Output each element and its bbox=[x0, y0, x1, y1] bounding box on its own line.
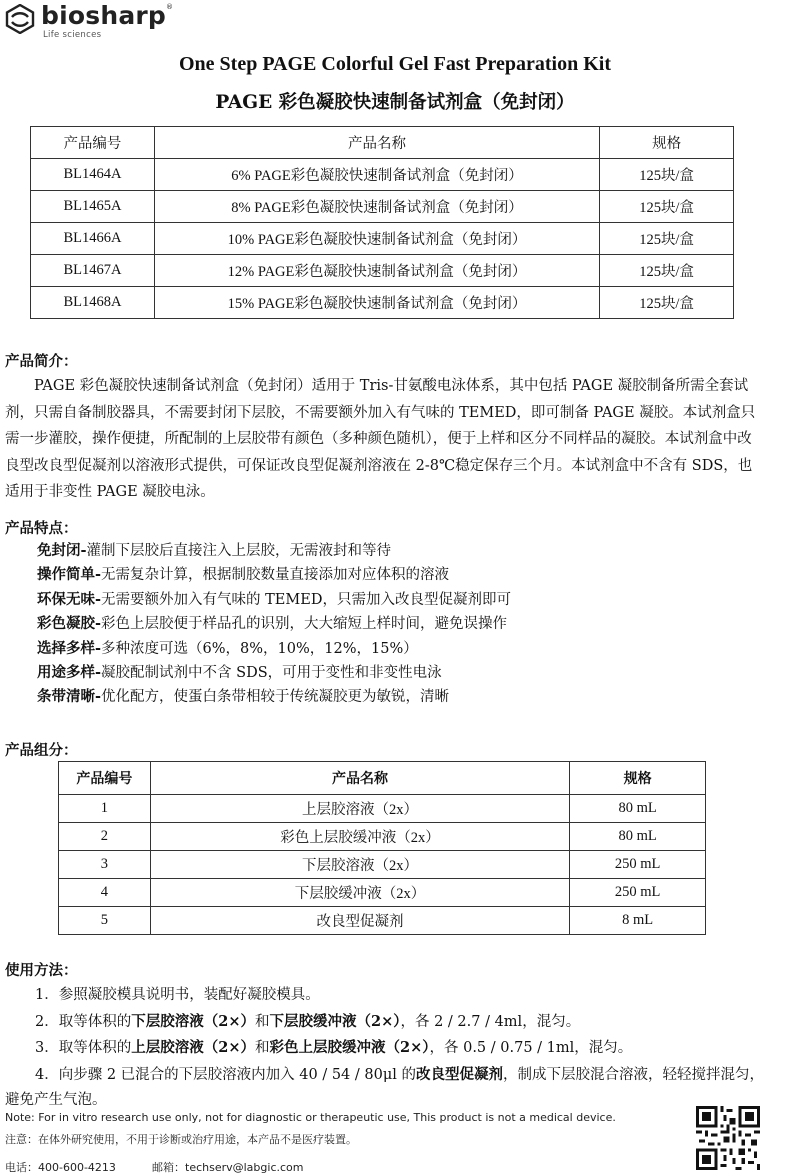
step-text: 2．取等体积的 bbox=[35, 1013, 132, 1030]
feature-desc: 彩色上层胶便于样品孔的识别，大大缩短上样时间，避免误操作 bbox=[101, 616, 508, 633]
product-name: 15% PAGE彩色凝胶快速制备试剂盒（免封闭） bbox=[154, 287, 599, 319]
table-row bbox=[31, 223, 734, 255]
table-row bbox=[59, 879, 706, 907]
intro-heading: 产品简介： bbox=[5, 353, 78, 370]
step-reagent: 下层胶缓冲液（2×） bbox=[269, 1012, 401, 1030]
step-reagent: 改良型促凝剂 bbox=[416, 1065, 504, 1083]
component-spec: 80 mL bbox=[570, 823, 706, 851]
column-header: 产品名称 bbox=[150, 762, 569, 795]
step-text: 1．参照凝胶模具说明书，装配好凝胶模具。 bbox=[35, 987, 320, 1003]
table-row bbox=[59, 851, 706, 879]
table-row bbox=[31, 255, 734, 287]
title-chinese: PAGE 彩色凝胶快速制备试剂盒（免封闭） bbox=[215, 92, 575, 113]
features-heading: 产品特点： bbox=[5, 520, 78, 537]
list-item bbox=[37, 539, 511, 563]
features-list bbox=[37, 539, 511, 710]
product-code: BL1465A bbox=[31, 191, 155, 223]
qr-code-icon bbox=[696, 1106, 760, 1170]
step-text: ，各 0.5 / 0.75 / 1ml，混匀。 bbox=[429, 1040, 633, 1056]
column-header: 产品编号 bbox=[59, 762, 151, 795]
product-name: 6% PAGE彩色凝胶快速制备试剂盒（免封闭） bbox=[154, 159, 599, 191]
component-spec: 250 mL bbox=[570, 851, 706, 879]
feature-term: 环保无味- bbox=[37, 590, 102, 608]
feature-term: 条带清晰- bbox=[37, 688, 102, 706]
table-row bbox=[31, 159, 734, 191]
components-table bbox=[58, 761, 706, 935]
component-no: 4 bbox=[59, 879, 151, 907]
table-row bbox=[31, 191, 734, 223]
component-name: 改良型促凝剂 bbox=[150, 907, 569, 935]
feature-term: 操作简单- bbox=[37, 566, 102, 584]
step-reagent: 下层胶溶液（2×） bbox=[131, 1012, 255, 1030]
step-text: 4．向步骤 2 已混合的下层胶溶液内加入 40 / 54 / 80μl 的 bbox=[35, 1066, 417, 1083]
list-item bbox=[37, 685, 511, 709]
list-item bbox=[37, 588, 511, 612]
brand-name: biosharp® bbox=[41, 1, 174, 30]
product-spec: 125块/盒 bbox=[600, 255, 734, 287]
usage-steps bbox=[5, 983, 775, 1114]
feature-term: 选择多样- bbox=[37, 639, 102, 657]
component-spec: 8 mL bbox=[570, 907, 706, 935]
step-reagent: 上层胶溶液（2×） bbox=[131, 1039, 255, 1056]
component-spec: 250 mL bbox=[570, 879, 706, 907]
intro-paragraph: PAGE 彩色凝胶快速制备试剂盒（免封闭）适用于 Tris-甘氨酸电泳体系，其中包括 PAGE 凝胶制备所需全套试剂，只需自备制胶器具，不需要封闭下层胶，不需要额外加入有气味的 TEMED，即可制备 PAGE 凝胶。本试剂盒只需一步灌胶，操作便捷，所配制的上层胶带有颜色（多种颜色随机），便于上样和区分不同样品的凝胶。本试剂盒中改良型改良型促凝剂以溶液形式提供，可保证改良型促凝剂溶液在 2-8℃稳定保存三个月。本试剂盒中不含有 SDS，也适用于非变性 PAGE 凝胶电泳。 bbox=[5, 378, 756, 500]
component-no: 2 bbox=[59, 823, 151, 851]
product-code: BL1466A bbox=[31, 223, 155, 255]
biosharp-logo-icon bbox=[5, 4, 35, 34]
product-table bbox=[30, 126, 734, 319]
step-reagent: 彩色上层胶缓冲液（2×） bbox=[269, 1039, 430, 1056]
product-code: BL1467A bbox=[31, 255, 155, 287]
list-item bbox=[37, 563, 511, 587]
feature-desc: 凝胶配制试剂中不含 SDS，可用于变性和非变性电泳 bbox=[101, 664, 442, 681]
column-header: 产品编号 bbox=[31, 127, 155, 159]
list-item bbox=[5, 1009, 775, 1036]
component-no: 3 bbox=[59, 851, 151, 879]
product-spec: 125块/盒 bbox=[600, 287, 734, 319]
table-row bbox=[59, 907, 706, 935]
list-item bbox=[37, 661, 511, 685]
product-name: 8% PAGE彩色凝胶快速制备试剂盒（免封闭） bbox=[154, 191, 599, 223]
feature-term: 免封闭- bbox=[37, 542, 87, 559]
brand-tagline: Life sciences bbox=[43, 30, 102, 40]
product-code: BL1468A bbox=[31, 287, 155, 319]
component-name: 彩色上层胶缓冲液（2x） bbox=[150, 823, 569, 851]
step-text: 和 bbox=[254, 1040, 270, 1056]
table-row bbox=[31, 287, 734, 319]
component-no: 1 bbox=[59, 795, 151, 823]
phone: 电话：400-600-4213 bbox=[5, 1161, 116, 1174]
product-spec: 125块/盒 bbox=[600, 159, 734, 191]
component-no: 5 bbox=[59, 907, 151, 935]
table-row bbox=[59, 823, 706, 851]
components-heading: 产品组分： bbox=[5, 742, 78, 759]
step-text: 和 bbox=[254, 1013, 270, 1030]
email: 邮箱：techserv@labgic.com bbox=[152, 1161, 304, 1174]
contact-info bbox=[5, 1159, 304, 1175]
product-code: BL1464A bbox=[31, 159, 155, 191]
component-spec: 80 mL bbox=[570, 795, 706, 823]
feature-desc: 优化配方，使蛋白条带相较于传统凝胶更为敏锐，清晰 bbox=[101, 689, 450, 706]
column-header: 产品名称 bbox=[154, 127, 599, 159]
table-header-row bbox=[31, 127, 734, 159]
brand-logo bbox=[5, 2, 205, 42]
step-text: ，制成下层胶混合溶液，轻轻搅拌混匀，避免产生气泡。 bbox=[5, 1066, 765, 1108]
feature-desc: 无需要额外加入有气味的 TEMED，只需加入改良型促凝剂即可 bbox=[101, 591, 511, 608]
table-row bbox=[59, 795, 706, 823]
column-header: 规格 bbox=[570, 762, 706, 795]
note-english: Note: For in vitro research use only, not for diagnostic or therapeutic use, This product is not a medical device. bbox=[5, 1111, 616, 1124]
list-item bbox=[37, 637, 511, 661]
feature-term: 彩色凝胶- bbox=[37, 615, 102, 633]
list-item bbox=[5, 1035, 775, 1062]
column-header: 规格 bbox=[600, 127, 734, 159]
product-name: 10% PAGE彩色凝胶快速制备试剂盒（免封闭） bbox=[154, 223, 599, 255]
title-english: One Step PAGE Colorful Gel Fast Preparation Kit bbox=[178, 53, 611, 75]
feature-desc: 多种浓度可选（6%，8%，10%，12%，15%） bbox=[101, 640, 418, 657]
component-name: 下层胶溶液（2x） bbox=[150, 851, 569, 879]
step-text: ，各 2 / 2.7 / 4ml，混匀。 bbox=[400, 1013, 581, 1030]
list-item bbox=[5, 1062, 775, 1114]
product-spec: 125块/盒 bbox=[600, 223, 734, 255]
feature-term: 用途多样- bbox=[37, 663, 102, 681]
product-spec: 125块/盒 bbox=[600, 191, 734, 223]
product-name: 12% PAGE彩色凝胶快速制备试剂盒（免封闭） bbox=[154, 255, 599, 287]
feature-desc: 无需复杂计算，根据制胶数量直接添加对应体积的溶液 bbox=[101, 567, 450, 584]
usage-heading: 使用方法： bbox=[5, 962, 78, 979]
component-name: 上层胶溶液（2x） bbox=[150, 795, 569, 823]
list-item bbox=[5, 983, 775, 1009]
feature-desc: 灌制下层胶后直接注入上层胶，无需液封和等待 bbox=[86, 543, 392, 559]
component-name: 下层胶缓冲液（2x） bbox=[150, 879, 569, 907]
note-chinese: 注意：在体外研究使用，不用于诊断或治疗用途，本产品不是医疗装置。 bbox=[5, 1133, 357, 1146]
list-item bbox=[37, 612, 511, 636]
table-header-row bbox=[59, 762, 706, 795]
step-text: 3．取等体积的 bbox=[35, 1040, 132, 1056]
